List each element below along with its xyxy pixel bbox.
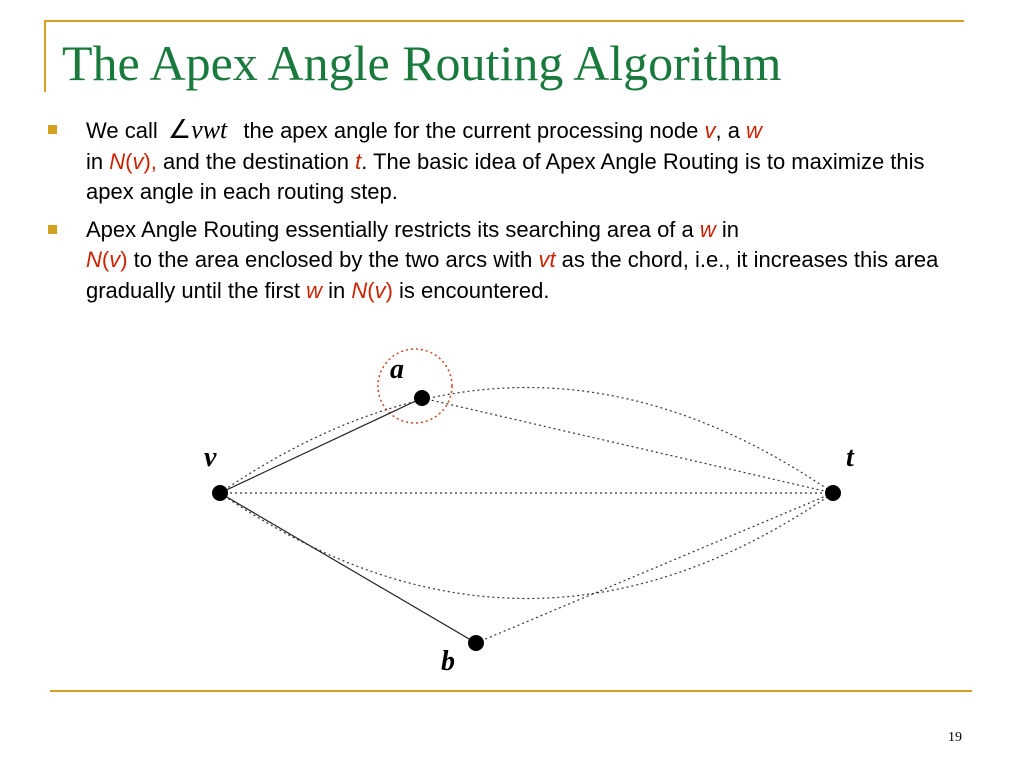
edge-a-t <box>422 398 833 493</box>
node-a <box>414 390 430 406</box>
label-a: a <box>390 354 404 385</box>
edge-v-b <box>220 493 476 643</box>
slide-title: The Apex Angle Routing Algorithm <box>62 35 782 91</box>
edge-v-a <box>220 398 422 493</box>
node-t <box>825 485 841 501</box>
label-t: t <box>846 442 854 473</box>
upper-arc <box>220 388 833 494</box>
bullet-item-2: Apex Angle Routing essentially restricts its searching area of a w in N(v) to the area enclosed by the two arcs with vt as the chord, i.e., it increases this area gradually until the first w in N(v) is encountered. <box>44 215 974 307</box>
page-number: 19 <box>948 730 962 745</box>
node-b <box>468 635 484 651</box>
edge-b-t <box>476 493 833 643</box>
bullet-item-1: We call ∠vwt the apex angle for the current processing node v, a w in N(v), and the destination t. The basic idea of Apex Angle Routing is to maximize this apex angle in each routing step. <box>44 115 974 208</box>
label-v: v <box>204 442 217 473</box>
apex-angle-expression: ∠vwt <box>167 115 228 144</box>
label-b: b <box>441 646 455 677</box>
node-v <box>212 485 228 501</box>
lower-arc <box>220 493 833 599</box>
footer-divider <box>50 690 972 692</box>
